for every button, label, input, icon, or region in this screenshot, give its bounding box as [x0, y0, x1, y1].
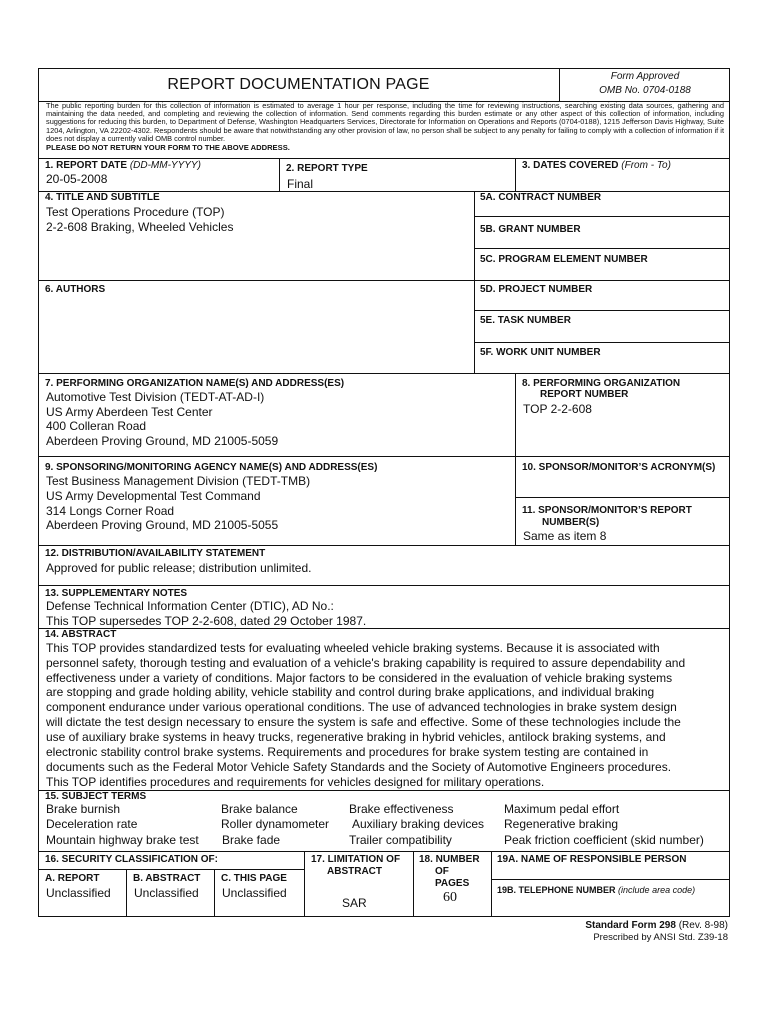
- report-date-label: 1. REPORT DATE (DD-MM-YYYY): [45, 160, 201, 171]
- abstract-line: effectiveness under a variety of conditions. Major factors to be considered in the evaluation of vehicle braking systems: [46, 671, 673, 685]
- sponsor-report-label: 11. SPONSOR/MONITOR’S REPORT: [522, 505, 692, 516]
- subject-term: Deceleration rate: [46, 817, 138, 831]
- grant-number-label: 5B. GRANT NUMBER: [480, 224, 581, 235]
- rule: [38, 869, 304, 870]
- security-page-value: Unclassified: [222, 886, 287, 900]
- performing-org-line-3: 400 Colleran Road: [46, 419, 147, 433]
- number-of-pages-label-2: OF: [435, 866, 449, 877]
- security-classification-label: 16. SECURITY CLASSIFICATION OF:: [45, 854, 218, 865]
- report-type-value: Final: [287, 177, 314, 191]
- work-unit-label: 5F. WORK UNIT NUMBER: [480, 347, 601, 358]
- subject-term: Maximum pedal effort: [504, 802, 620, 816]
- subject-term: Roller dynamometer: [221, 817, 330, 831]
- security-abstract-label: B. ABSTRACT: [133, 873, 201, 884]
- performing-org-line-1: Automotive Test Division (TEDT-AT-AD-I): [46, 390, 265, 404]
- rule: [413, 851, 414, 917]
- prescribed-by-label: Prescribed by ANSI Std. Z39-18: [593, 932, 728, 943]
- rule: [515, 497, 730, 498]
- abstract-line: This TOP identifies procedures and requirements for vehicles designed for military operations.: [46, 775, 545, 789]
- project-number-label: 5D. PROJECT NUMBER: [480, 284, 593, 295]
- sponsoring-agency-line-4: Aberdeen Proving Ground, MD 21005-5055: [46, 518, 279, 532]
- rule: [38, 585, 730, 586]
- distribution-value: Approved for public release; distribution unlimited.: [46, 561, 312, 575]
- title-subtitle-label: 4. TITLE AND SUBTITLE: [45, 192, 160, 203]
- rule: [474, 216, 730, 217]
- rule: [38, 851, 730, 852]
- rule: [474, 191, 475, 373]
- abstract-label: 14. ABSTRACT: [45, 629, 117, 640]
- program-element-label: 5C. PROGRAM ELEMENT NUMBER: [480, 254, 648, 265]
- sponsoring-agency-label: 9. SPONSORING/MONITORING AGENCY NAME(S) AND ADDRESS(ES): [45, 462, 378, 473]
- subject-term: Peak friction coefficient (skid number): [504, 833, 704, 847]
- subject-term: Brake burnish: [46, 802, 121, 816]
- standard-form-label: Standard Form 298 (Rev. 8-98): [585, 920, 728, 931]
- telephone-label: 19B. TELEPHONE NUMBER (include area code): [497, 885, 696, 895]
- performing-org-line-4: Aberdeen Proving Ground, MD 21005-5059: [46, 434, 279, 448]
- rule: [38, 456, 730, 457]
- report-date-value: 20-05-2008: [46, 172, 108, 186]
- rule: [491, 851, 492, 917]
- sponsor-acronym-label: 10. SPONSOR/MONITOR’S ACRONYM(S): [522, 462, 716, 473]
- contract-number-label: 5A. CONTRACT NUMBER: [480, 192, 602, 203]
- performing-org-report-number: TOP 2-2-608: [523, 402, 592, 416]
- abstract-line: documents such as the Federal Motor Vehicle Safety Standards and the Society of Automotive Engineers procedures.: [46, 760, 672, 774]
- abstract-line: personnel safety, thorough testing and evaluation of a vehicle's braking capability is required to assure dependability and: [46, 656, 686, 670]
- security-abstract-value: Unclassified: [134, 886, 199, 900]
- responsible-person-label: 19A. NAME OF RESPONSIBLE PERSON: [497, 854, 687, 865]
- abstract-line: This TOP provides standardized tests for evaluating wheeled vehicle braking systems. Because it is associated with: [46, 641, 660, 655]
- abstract-line: will dictate the test design necessary to ensure the system is safe and effective. Some of these technologies include the: [46, 715, 681, 729]
- omb-number: OMB No. 0704-0188: [599, 85, 691, 96]
- rule: [214, 869, 215, 917]
- performing-org-report-label-2: REPORT NUMBER: [540, 389, 629, 400]
- rule: [474, 310, 730, 311]
- performing-org-report-label: 8. PERFORMING ORGANIZATION: [522, 378, 681, 389]
- rule: [491, 879, 730, 880]
- limitation-label-2: ABSTRACT: [327, 866, 382, 877]
- subject-terms-label: 15. SUBJECT TERMS: [45, 791, 147, 802]
- rule: [515, 158, 516, 191]
- abstract-line: are stopping and grade holding ability, vehicle stability and control during brake applications, and individual braking: [46, 685, 655, 699]
- number-of-pages-label-3: PAGES: [435, 878, 470, 889]
- performing-org-line-2: US Army Aberdeen Test Center: [46, 405, 213, 419]
- rule: [304, 851, 305, 917]
- sponsoring-agency-line-3: 314 Longs Corner Road: [46, 504, 175, 518]
- authors-label: 6. AUTHORS: [45, 284, 106, 295]
- rule: [474, 342, 730, 343]
- title-line-1: Test Operations Procedure (TOP): [46, 205, 225, 219]
- subject-term: Mountain highway brake test: [46, 833, 199, 847]
- form-approved: Form Approved: [610, 71, 680, 82]
- do-not-return-notice: PLEASE DO NOT RETURN YOUR FORM TO THE ABOVE ADDRESS.: [46, 143, 290, 152]
- rule: [126, 869, 127, 917]
- rule: [38, 373, 730, 374]
- subject-term: Brake balance: [221, 802, 298, 816]
- subject-term: Brake effectiveness: [349, 802, 454, 816]
- rule: [38, 545, 730, 546]
- task-number-label: 5E. TASK NUMBER: [480, 315, 571, 326]
- sponsor-report-label-2: NUMBER(S): [542, 517, 600, 528]
- rule: [279, 158, 280, 191]
- abstract-line: component endurance under various operational conditions. The use of advanced technologies in brake system design: [46, 700, 677, 714]
- number-of-pages-label: 18. NUMBER: [419, 854, 480, 865]
- rule: [515, 373, 516, 545]
- subject-term: Auxiliary braking devices: [352, 817, 485, 831]
- distribution-label: 12. DISTRIBUTION/AVAILABILITY STATEMENT: [45, 548, 266, 559]
- sponsoring-agency-line-1: Test Business Management Division (TEDT-TMB): [46, 474, 311, 488]
- subject-term: Regenerative braking: [504, 817, 619, 831]
- page-title: REPORT DOCUMENTATION PAGE: [167, 76, 430, 93]
- sponsor-report-number: Same as item 8: [523, 529, 607, 543]
- limitation-label: 17. LIMITATION OF: [311, 854, 401, 865]
- report-type-label: 2. REPORT TYPE: [286, 163, 368, 174]
- performing-org-label: 7. PERFORMING ORGANIZATION NAME(S) AND ADDRESS(ES): [45, 378, 345, 389]
- limitation-value: SAR: [342, 896, 367, 910]
- subject-term: Trailer compatibility: [349, 833, 452, 847]
- abstract-line: electronic stability control brake systems. Requirements and procedures for brake system testing are contained in: [46, 745, 649, 759]
- rule: [474, 248, 730, 249]
- burden-statement: The public reporting burden for this collection of information is estimated to average 1 hour per response, including the time for reviewing instructions, searching existing data sources, gathering and maintaining the data needed, and completing and reviewing the collection of information. Send comments regarding this burden estimate or any other aspect of this collection of information, including suggestions for reducing this burden, to Department of Defense, Washington Headquarters Services, Directorate for Information on Operations and Reports (0704-0188), 1215 Jefferson Davis Highway, Suite 1204, Arlington, VA 22202-4302. Respondents should be aware that notwithstanding any other provision of law, no person shall be subject to any penalty for failing to comply with a collection of information if it does not display a currently valid OMB control number.: [46, 101, 724, 143]
- supplementary-notes-label: 13. SUPPLEMENTARY NOTES: [45, 588, 188, 599]
- security-report-label: A. REPORT: [45, 873, 100, 884]
- abstract-line: use of auxiliary brake systems in heavy trucks, regenerative braking in hybrid vehicles, antilock braking systems, and: [46, 730, 666, 744]
- rule: [38, 280, 730, 281]
- dates-covered-label: 3. DATES COVERED (From - To): [522, 160, 671, 171]
- security-page-label: C. THIS PAGE: [221, 873, 287, 884]
- supplementary-line-1: Defense Technical Information Center (DTIC), AD No.:: [46, 599, 334, 613]
- security-report-value: Unclassified: [46, 886, 111, 900]
- sponsoring-agency-line-2: US Army Developmental Test Command: [46, 489, 261, 503]
- supplementary-line-2: This TOP supersedes TOP 2-2-608, dated 29 October 1987.: [46, 614, 367, 628]
- rule: [38, 158, 730, 159]
- number-of-pages-value: 60: [443, 890, 457, 905]
- subject-term: Brake fade: [222, 833, 281, 847]
- title-line-2: 2-2-608 Braking, Wheeled Vehicles: [46, 220, 234, 234]
